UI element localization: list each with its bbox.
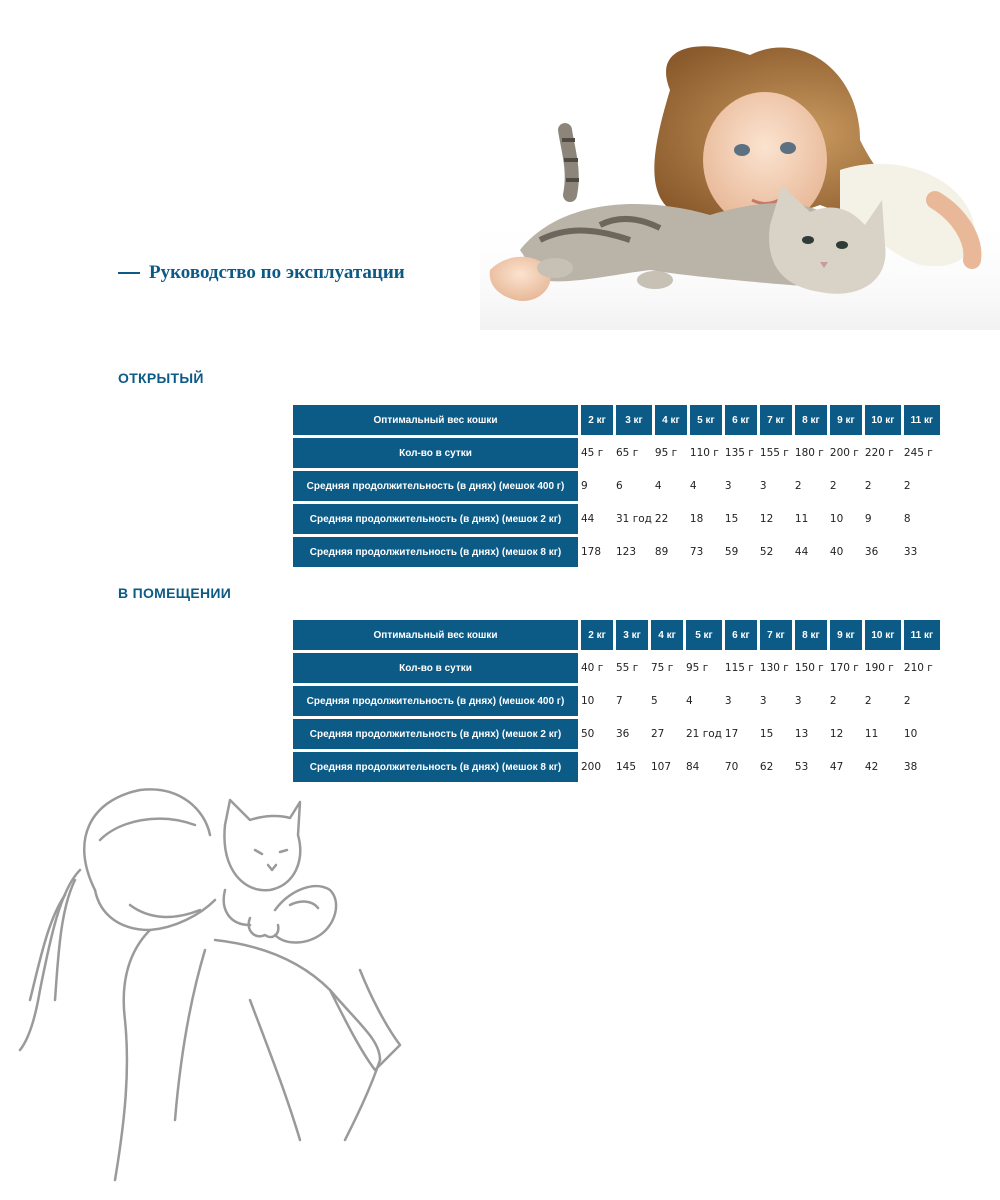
- table-cell: 12: [759, 513, 774, 525]
- table-cell: 55 г: [616, 662, 639, 674]
- weight-header: 2 кг: [581, 405, 613, 435]
- table-cell: 17: [724, 728, 739, 740]
- table-cell: 4: [686, 695, 693, 707]
- page-title: [118, 262, 405, 284]
- table-cell: 52: [759, 546, 774, 558]
- table-cell: 3: [794, 695, 802, 707]
- table-cell: 65 г: [616, 447, 639, 459]
- table-cell: 190 г: [864, 662, 894, 674]
- table-cell: 200: [581, 761, 602, 773]
- table-cell: 75 г: [651, 662, 674, 674]
- table-cell: 15: [724, 513, 739, 525]
- table-cell: 95 г: [686, 662, 709, 674]
- table-cell: 84: [686, 761, 700, 773]
- table-cell: 3: [759, 480, 767, 492]
- table-cell: 135 г: [724, 447, 754, 459]
- table-cell: 73: [689, 546, 704, 558]
- table-cell: 12: [829, 728, 844, 740]
- woman-with-cat-sketch-icon: [0, 740, 500, 1200]
- table-cell: 47: [829, 761, 844, 773]
- section-heading-indoor: В ПОМЕЩЕНИИ: [118, 585, 232, 601]
- weight-header: 2 кг: [581, 620, 613, 650]
- table-cell: 13: [794, 728, 809, 740]
- table-cell: 31 год: [616, 513, 652, 525]
- table-cell: 145: [616, 761, 637, 773]
- table-cell: 22: [654, 513, 669, 525]
- weight-header: 3 кг: [616, 620, 648, 650]
- table-cell: 130 г: [759, 662, 789, 674]
- table-cell: 107: [651, 761, 672, 773]
- weight-header: 7 кг: [760, 620, 792, 650]
- weight-header: 6 кг: [725, 620, 757, 650]
- table-cell: 38: [903, 761, 918, 773]
- table-cell: 150 г: [794, 662, 824, 674]
- table-cell: 2: [864, 480, 872, 492]
- table-cell: 40 г: [581, 662, 604, 674]
- table-cell: 9: [581, 480, 588, 492]
- table-cell: 27: [651, 728, 665, 740]
- table-cell: 70: [724, 761, 739, 773]
- row-label: Средняя продолжительность (в днях) (мешок 400 г): [293, 686, 578, 716]
- weight-header: 8 кг: [795, 620, 827, 650]
- weight-header: 11 кг: [904, 620, 940, 650]
- table-cell: 21 год: [686, 728, 722, 740]
- table-cell: 2: [903, 480, 911, 492]
- weight-header: 9 кг: [830, 405, 862, 435]
- table-cell: 44: [794, 546, 809, 558]
- table-cell: 210 г: [903, 662, 933, 674]
- table-cell: 5: [651, 695, 658, 707]
- table-cell: 62: [759, 761, 774, 773]
- table-row: [293, 504, 940, 534]
- table-cell: 115 г: [724, 662, 754, 674]
- table-cell: 2: [829, 695, 837, 707]
- table-cell: 18: [689, 513, 704, 525]
- row-label: Средняя продолжительность (в днях) (мешок 2 кг): [293, 504, 578, 534]
- table-cell: 2: [794, 480, 802, 492]
- weight-header: 5 кг: [690, 405, 722, 435]
- table-row: [293, 653, 940, 683]
- weight-header: 11 кг: [904, 405, 940, 435]
- table-cell: 2: [864, 695, 872, 707]
- weight-header: 10 кг: [865, 620, 901, 650]
- table-cell: 3: [759, 695, 767, 707]
- table-row: [293, 438, 940, 468]
- table-cell: 3: [724, 695, 732, 707]
- table-row: [293, 471, 940, 501]
- section-heading-outdoor: ОТКРЫТЫЙ: [118, 370, 204, 386]
- weight-header: 9 кг: [830, 620, 862, 650]
- table-cell: 2: [903, 695, 911, 707]
- table-cell: 44: [581, 513, 595, 525]
- table-cell: 4: [654, 480, 662, 492]
- table-cell: 6: [616, 480, 623, 492]
- table-cell: 7: [616, 695, 623, 707]
- table-cell: 40: [829, 546, 844, 558]
- row-label: Кол-во в сутки: [293, 438, 578, 468]
- row-label: Средняя продолжительность (в днях) (мешок 2 кг): [293, 719, 578, 749]
- weight-header: 4 кг: [655, 405, 687, 435]
- weight-label-cell: Оптимальный вес кошки: [293, 620, 578, 650]
- weight-header: 5 кг: [686, 620, 722, 650]
- table-cell: 11: [864, 728, 879, 740]
- table-cell: 9: [864, 513, 872, 525]
- table-cell: 3: [724, 480, 732, 492]
- table-cell: 95 г: [654, 447, 678, 459]
- weight-header: 8 кг: [795, 405, 827, 435]
- table-cell: 15: [759, 728, 774, 740]
- table-cell: 170 г: [829, 662, 859, 674]
- table-header-row: [293, 405, 940, 435]
- table-cell: 42: [864, 761, 879, 773]
- table-cell: 178: [581, 546, 602, 558]
- weight-header: 7 кг: [760, 405, 792, 435]
- table-cell: 10: [581, 695, 595, 707]
- table-cell: 11: [794, 513, 809, 525]
- table-row: [293, 686, 940, 716]
- weight-header: 6 кг: [725, 405, 757, 435]
- table-cell: 155 г: [759, 447, 789, 459]
- page-title-text: Руководство по эксплуатации: [149, 262, 405, 283]
- table-cell: 2: [829, 480, 837, 492]
- table-cell: 59: [724, 546, 739, 558]
- table-cell: 4: [689, 480, 697, 492]
- table-cell: 33: [903, 546, 918, 558]
- feeding-table-outdoor: [290, 402, 943, 570]
- table-cell: 50: [581, 728, 595, 740]
- table-cell: 53: [794, 761, 809, 773]
- table-cell: 180 г: [794, 447, 824, 459]
- row-label: Средняя продолжительность (в днях) (мешок 8 кг): [293, 752, 578, 782]
- weight-label-cell: Оптимальный вес кошки: [293, 405, 578, 435]
- table-cell: 200 г: [829, 447, 859, 459]
- weight-header: 3 кг: [616, 405, 652, 435]
- table-cell: 10: [903, 728, 918, 740]
- table-cell: 8: [903, 513, 911, 525]
- table-row: [293, 537, 940, 567]
- table-cell: 45 г: [581, 447, 604, 459]
- row-label: Средняя продолжительность (в днях) (мешок 8 кг): [293, 537, 578, 567]
- table-header-row: [293, 620, 940, 650]
- weight-header: 4 кг: [651, 620, 683, 650]
- row-label: Средняя продолжительность (в днях) (мешок 400 г): [293, 471, 578, 501]
- hero-photo-girl-with-cat: [480, 0, 1000, 335]
- table-cell: 36: [864, 546, 879, 558]
- table-cell: 10: [829, 513, 844, 525]
- row-label: Кол-во в сутки: [293, 653, 578, 683]
- table-cell: 123: [616, 546, 637, 558]
- table-cell: 36: [616, 728, 630, 740]
- table-cell: 110 г: [689, 447, 719, 459]
- table-cell: 89: [654, 546, 669, 558]
- table-cell: 245 г: [903, 447, 933, 459]
- weight-header: 10 кг: [865, 405, 901, 435]
- table-cell: 220 г: [864, 447, 894, 459]
- title-dash-icon: [118, 272, 140, 274]
